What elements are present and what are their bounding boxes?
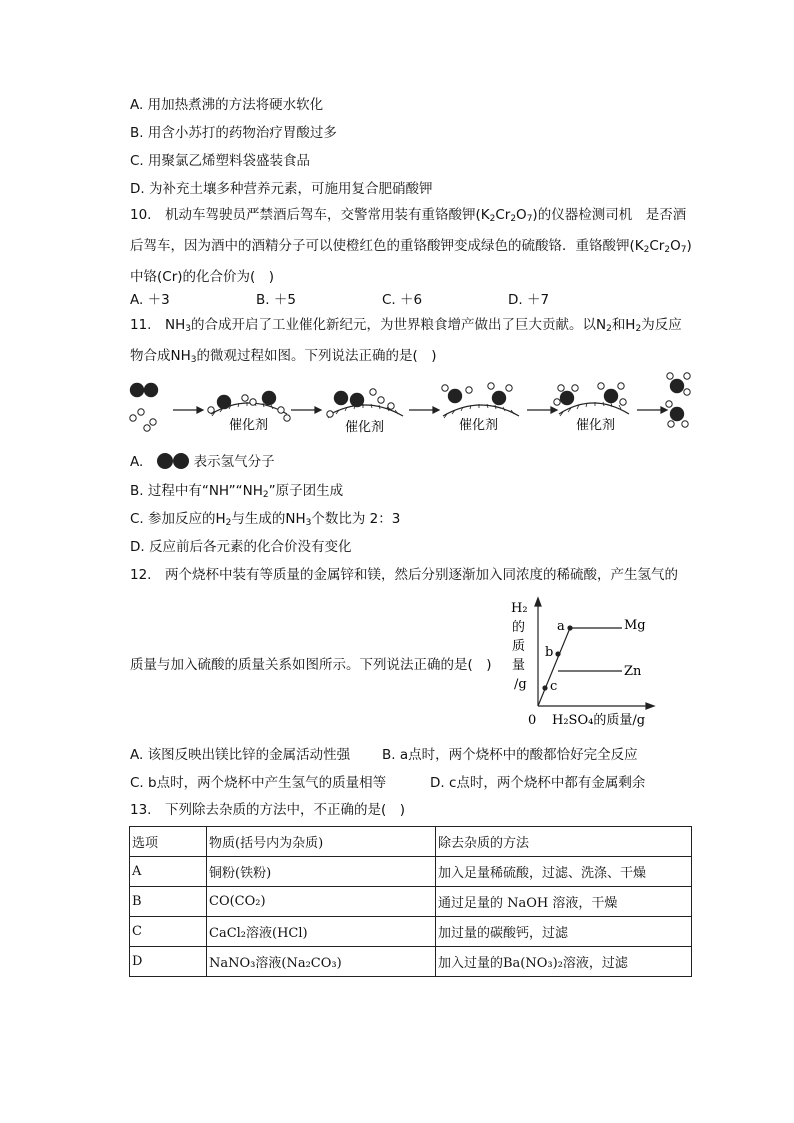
table-cell: 加过量的碳酸钙，过滤 [436, 917, 692, 947]
point-a-label: a [557, 619, 565, 634]
q13-stem: 13. 下列除去杂质的方法中，不正确的是( ) [130, 802, 406, 818]
q11-option-b: B. 过程中有“$NH”“NH_2$”原子团生成 [130, 483, 344, 500]
series-label-mg: Mg [624, 618, 646, 633]
table-cell: NaNO₃溶液(Na₂CO₃) [207, 947, 436, 977]
y-axis-label-2: 的 [512, 620, 526, 635]
q9-option-c: C. 用聚氯乙烯塑料袋盛装食品 [130, 153, 311, 169]
y-axis-label-3: 质 [512, 639, 526, 654]
point-b [555, 651, 560, 656]
reaction-diagram [125, 372, 700, 434]
q11-option-c: C. 参加反应的$H_2$与生成的$NH_3$个数比为 2：3 [130, 511, 401, 528]
impurity-removal-table [129, 826, 692, 977]
table-header: 物质(括号内为杂质) [207, 827, 436, 857]
table-row [130, 857, 692, 887]
q10-option-a: A. ＋3 [130, 292, 170, 308]
q12-option-d: D. c点时，两个烧杯中都有金属剩余 [430, 775, 646, 791]
table-cell: A [130, 857, 207, 887]
q10-option-b: B. ＋5 [256, 292, 296, 308]
point-c [542, 685, 547, 690]
q10-stem: 10. 机动车驾驶员严禁酒后驾车，交警常用装有重铬酸钾$(K_2Cr_2O_7)$的仪器检测司机 是否酒后驾车，因为酒中的酒精分子可以使橙红色的重铬酸钾变成绿色的硫酸铬．重铬酸钾$(K_2Cr_2O_7)$中铬(Cr)的化合价为( ) [130, 207, 692, 285]
q11-stem: 11. $NH_3$的合成开启了工业催化新纪元，为世界粮食增产做出了巨大贡献。以$N_2$和$H_2$为反应物合成$NH_3$的微观过程如图。下列说法正确的是( ) [130, 317, 682, 365]
table-row [130, 917, 692, 947]
table-cell: 铜粉(铁粉) [207, 857, 436, 887]
catalyst-label-4: 催化剂 [576, 418, 616, 433]
table-cell: 加入过量的Ba(NO₃)₂溶液，过滤 [436, 947, 692, 977]
y-axis-label-1: H₂ [511, 601, 528, 616]
table-cell: 通过足量的 NaOH 溶液，干燥 [436, 887, 692, 917]
table-cell: CaCl₂溶液(HCl) [207, 917, 436, 947]
table-header: 除去杂质的方法 [436, 827, 692, 857]
catalyst-label-2: 催化剂 [345, 420, 385, 434]
table-cell: D [130, 947, 207, 977]
table-header: 选项 [130, 827, 207, 857]
point-b-label: b [545, 645, 554, 660]
q9-option-b: B. 用含小苏打的药物治疗胃酸过多 [130, 125, 337, 141]
point-c-label: c [550, 679, 558, 694]
table-cell: C [130, 917, 207, 947]
table-header-row [130, 827, 692, 857]
x-axis-label: H₂SO₄的质量/g [552, 713, 646, 728]
nitrogen-molecule-icon [156, 452, 192, 470]
table-row [130, 887, 692, 917]
table-cell: 加入足量稀硫酸，过滤、洗涤、干燥 [436, 857, 692, 887]
series-label-zn: Zn [624, 664, 642, 679]
q9-option-d: D. 为补充土壤多种营养元素，可施用复合肥硝酸钾 [130, 181, 433, 197]
q9-option-a: A. 用加热煮沸的方法将硬水软化 [130, 97, 324, 113]
q12-stem-line2: 质量与加入硫酸的质量关系如图所示。下列说法正确的是( ) [130, 657, 492, 673]
y-axis-label-4: 量 [512, 658, 526, 673]
hydrogen-mass-chart [500, 596, 670, 736]
q10-option-d: D. ＋7 [508, 292, 550, 308]
q11-option-a: A. 表示氢气分子 [130, 454, 275, 470]
q12-stem-line1: 12. 两个烧杯中装有等质量的金属锌和镁，然后分别逐渐加入同浓度的稀硫酸，产生氢气的 [130, 567, 678, 583]
q10-option-c: C. ＋6 [382, 292, 423, 308]
origin-label: 0 [528, 713, 537, 728]
point-a [567, 625, 572, 630]
q12-option-a: A. 该图反映出镁比锌的金属活动性强 [130, 747, 351, 763]
table-cell: CO(CO₂) [207, 887, 436, 917]
q11-option-d: D. 反应前后各元素的化合价没有变化 [130, 539, 352, 555]
catalyst-label-1: 催化剂 [229, 418, 269, 433]
y-axis-label-5: /g [514, 677, 527, 692]
q12-option-c: C. b点时，两个烧杯中产生氢气的质量相等 [130, 775, 387, 791]
table-cell: B [130, 887, 207, 917]
table-row [130, 947, 692, 977]
q12-option-b: B. a点时，两个烧杯中的酸都恰好完全反应 [382, 747, 638, 763]
catalyst-label-3: 催化剂 [459, 418, 499, 433]
